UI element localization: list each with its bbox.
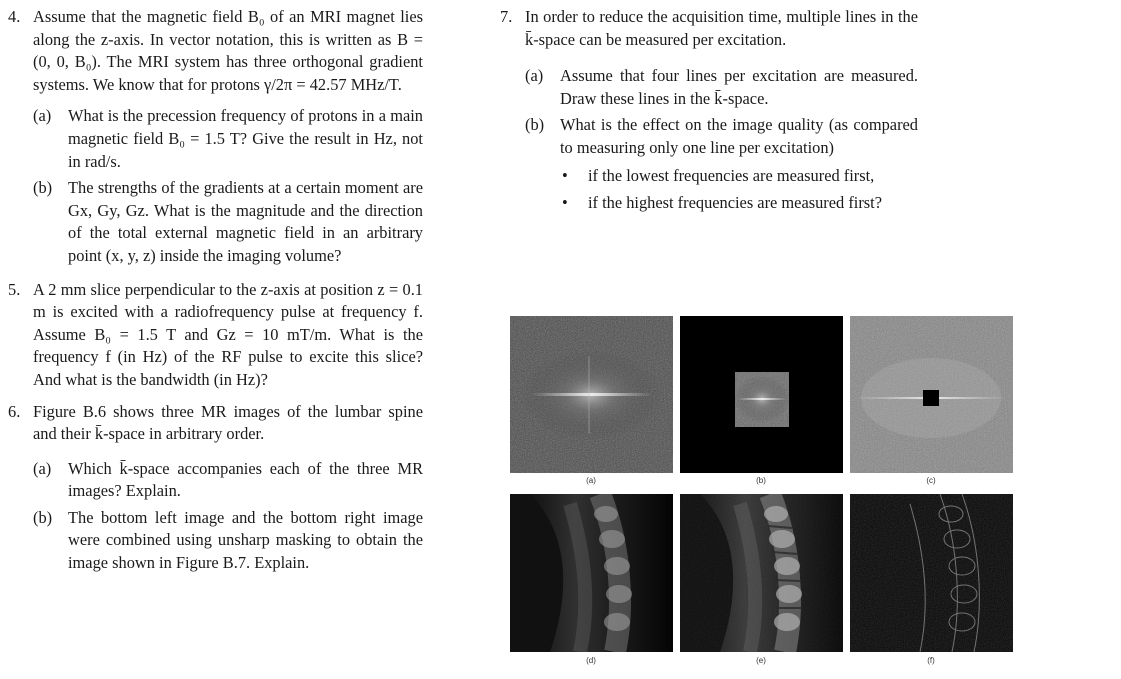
question-7a bbox=[525, 65, 918, 110]
caption-f: (f) bbox=[927, 656, 935, 665]
question-6-intro: Figure B.6 shows three MR images of the lumbar spine and their k̄-space in arbitrary order. bbox=[33, 401, 423, 444]
question-7b bbox=[525, 114, 918, 214]
caption-c: (c) bbox=[926, 476, 936, 485]
caption-e: (e) bbox=[756, 656, 766, 665]
question-6a bbox=[33, 458, 423, 503]
question-4a-text: What is the precession frequency of protons in a main magnetic field B₀ = 1.5 T? Give the result in Hz, not in rad/s. bbox=[68, 106, 423, 171]
question-7-intro: In order to reduce the acquisition time, multiple lines in the k̄-space can be measured per excitation. bbox=[525, 7, 918, 49]
kspace-panel-b bbox=[680, 316, 843, 473]
caption-d: (d) bbox=[586, 656, 596, 665]
right-column bbox=[500, 6, 918, 215]
question-6a-label: (a) bbox=[33, 458, 52, 478]
question-7 bbox=[500, 6, 918, 215]
bullet-text: if the highest frequencies are measured first? bbox=[588, 193, 882, 213]
kspace-panel-a bbox=[510, 316, 673, 473]
caption-a: (a) bbox=[586, 476, 596, 485]
question-7b-label: (b) bbox=[525, 115, 545, 135]
question-6-number: 6. bbox=[8, 401, 21, 421]
question-4-number: 4. bbox=[8, 7, 21, 26]
figure-mr-kspace bbox=[510, 316, 1014, 679]
bullet-item bbox=[562, 165, 918, 188]
question-7a-label: (a) bbox=[525, 66, 544, 86]
question-6a-text: Which k̄-space accompanies each of the three MR images? Explain. bbox=[68, 458, 423, 501]
bullet-item bbox=[562, 192, 918, 215]
question-6 bbox=[8, 401, 423, 575]
question-7b-bullets bbox=[560, 165, 918, 215]
bullet-icon: • bbox=[562, 193, 568, 213]
question-6b bbox=[33, 507, 423, 575]
question-7b-text: What is the effect on the image quality (as compared to measuring only one line per excitation) bbox=[560, 115, 918, 157]
question-4b-label: (b) bbox=[33, 178, 53, 198]
bullet-text: if the lowest frequencies are measured first, bbox=[588, 165, 875, 185]
question-4b bbox=[33, 177, 423, 267]
question-4a bbox=[33, 105, 423, 173]
question-4 bbox=[8, 6, 423, 268]
left-column bbox=[8, 6, 423, 575]
question-7a-text: Assume that four lines per excitation are measured. Draw these lines in the k̄-space. bbox=[560, 66, 918, 108]
question-6b-text: The bottom left image and the bottom right image were combined using unsharp masking to obtain the image shown in Figure B.7. Explain. bbox=[68, 507, 423, 573]
question-5-text: A 2 mm slice perpendicular to the z-axis at position z = 0.1 m is excited with a radiofrequency pulse at frequency f. Assume B₀ = 1.5 T and Gz = 10 mT/m. What is the frequency f (in Hz) of the RF pulse to excite this slice? And what is the bandwidth (in Hz)? bbox=[33, 279, 423, 389]
caption-b: (b) bbox=[756, 476, 766, 485]
question-5 bbox=[8, 279, 423, 392]
question-4a-label: (a) bbox=[33, 106, 52, 126]
question-4-intro: Assume that the magnetic field B₀ of an MRI magnet lies along the z-axis. In vector notation, this is written as B = (0, 0, B₀). The MRI system has three orthogonal gradient systems. We know that for protons γ/2π = 42.57 MHz/T. bbox=[33, 7, 423, 94]
spine-image-d bbox=[510, 494, 673, 652]
question-5-number: 5. bbox=[8, 279, 21, 299]
question-6b-label: (b) bbox=[33, 507, 53, 527]
question-7-number: 7. bbox=[500, 7, 513, 26]
bullet-icon: • bbox=[562, 165, 568, 185]
spine-image-f bbox=[850, 494, 1013, 652]
question-4b-text: The strengths of the gradients at a certain moment are Gx, Gy, Gz. What is the magnitude and the direction of the total external magnetic field in an arbitrary point (x, y, z) inside the imaging volume? bbox=[68, 178, 423, 265]
kspace-panel-c bbox=[850, 316, 1013, 473]
spine-image-e bbox=[680, 494, 843, 652]
